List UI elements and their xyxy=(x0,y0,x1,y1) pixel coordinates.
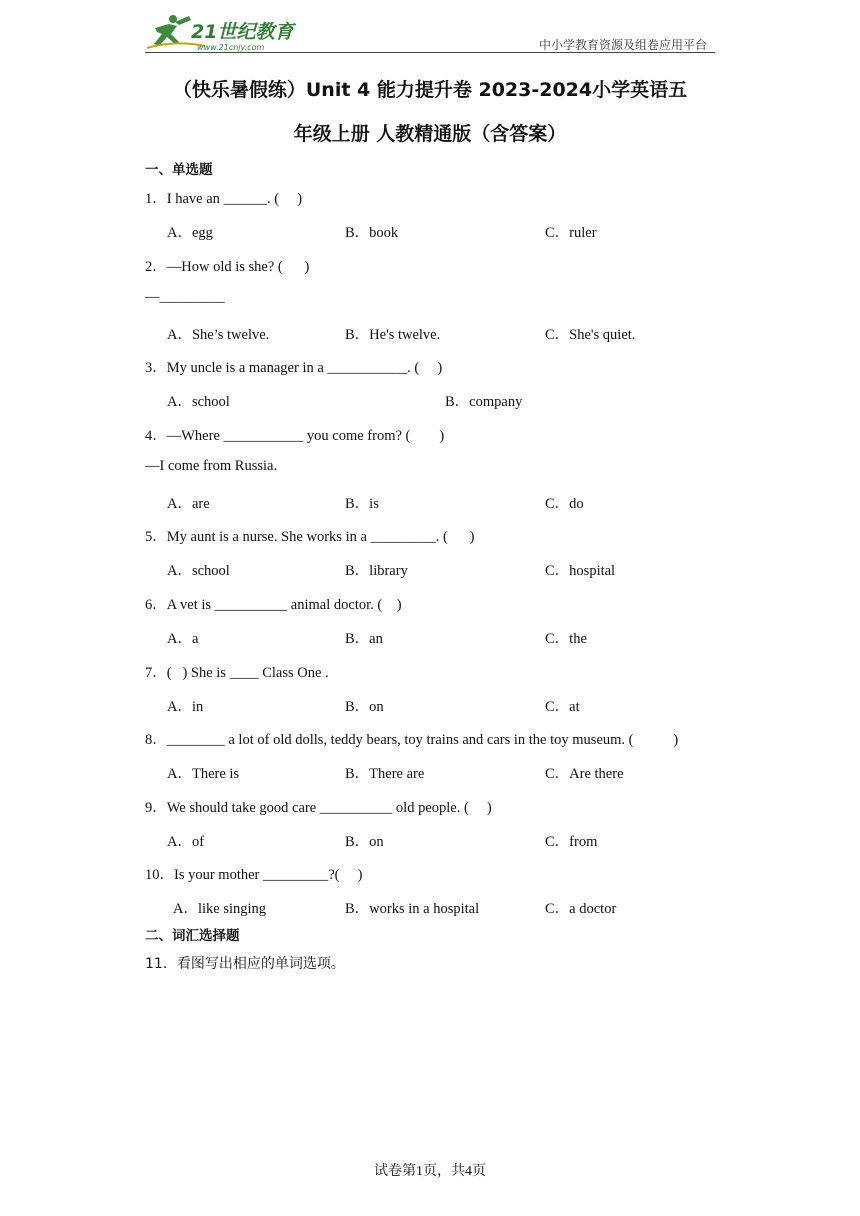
question-stem: 2．—How old is she? ( ) xyxy=(145,259,310,275)
page-footer: 试卷第1页，共4页 xyxy=(374,1164,486,1179)
option-b: B．He's twelve. xyxy=(345,327,441,343)
question-stem: 6．A vet is __________ animal doctor. ( ) xyxy=(145,597,402,613)
logo-url: www.21cnjy.com xyxy=(197,43,265,52)
question-stem: 11．看图写出相应的单词选项。 xyxy=(145,956,345,972)
question-stem: 8．________ a lot of old dolls, teddy bears, toy trains and cars in the toy museum. ( ) xyxy=(145,732,679,748)
option-a: A．There is xyxy=(167,766,240,782)
question-stem: 9．We should take good care __________ old people. ( ) xyxy=(145,800,492,816)
platform-label: 中小学教育资源及组卷应用平台 xyxy=(538,38,707,52)
option-a: A．school xyxy=(167,563,230,579)
question-stem: 10．Is your mother _________?( ) xyxy=(145,867,363,883)
question-stem: 3．My uncle is a manager in a ___________. ( ) xyxy=(145,360,443,376)
section-heading-vocabulary: 二、词汇选择题 xyxy=(145,928,240,944)
option-c: C．She's quiet. xyxy=(545,327,636,343)
question-stem: 5．My aunt is a nurse. She works in a _________. ( ) xyxy=(145,529,475,545)
option-b: B．company xyxy=(445,394,523,410)
option-b: B．is xyxy=(345,496,379,512)
question-stem: 7．( ) She is ____ Class One . xyxy=(145,665,329,681)
option-c: C．ruler xyxy=(545,225,597,241)
option-c: C．from xyxy=(545,834,598,850)
page-title-line2: 年级上册 人教精通版（含答案） xyxy=(293,123,567,145)
option-a: A．like singing xyxy=(173,901,267,917)
option-c: C．hospital xyxy=(545,563,616,579)
option-b: B．works in a hospital xyxy=(345,901,480,917)
page-header xyxy=(145,12,715,56)
option-a: A．school xyxy=(167,394,230,410)
option-c: C．at xyxy=(545,699,580,715)
option-b: B．library xyxy=(345,563,408,579)
option-c: C．Are there xyxy=(545,766,624,782)
logo-icon xyxy=(145,12,315,56)
question-dialogue-line: —_________ xyxy=(145,289,225,305)
option-c: C．the xyxy=(545,631,587,647)
option-a: A．are xyxy=(167,496,210,512)
option-c: C．do xyxy=(545,496,584,512)
option-b: B．There are xyxy=(345,766,425,782)
question-stem: 4．—Where ___________ you come from? ( ) xyxy=(145,428,445,444)
option-b: B．on xyxy=(345,699,384,715)
option-a: A．of xyxy=(167,834,205,850)
question-stem: 1．I have an ______. ( ) xyxy=(145,191,303,207)
option-a: A．in xyxy=(167,699,204,715)
option-a: A．egg xyxy=(167,225,213,241)
option-b: B．an xyxy=(345,631,383,647)
option-a: A．a xyxy=(167,631,199,647)
option-b: B．on xyxy=(345,834,384,850)
logo-text: 21世纪教育 xyxy=(191,21,294,43)
question-dialogue-line: —I come from Russia. xyxy=(145,458,278,474)
option-a: A．She’s twelve. xyxy=(167,327,270,343)
header-divider xyxy=(145,52,715,53)
section-heading-single-choice: 一、单选题 xyxy=(145,162,213,178)
option-c: C．a doctor xyxy=(545,901,617,917)
page-title-line1: （快乐暑假练）Unit 4 能力提升卷 2023-2024小学英语五 xyxy=(172,79,688,101)
option-b: B．book xyxy=(345,225,399,241)
